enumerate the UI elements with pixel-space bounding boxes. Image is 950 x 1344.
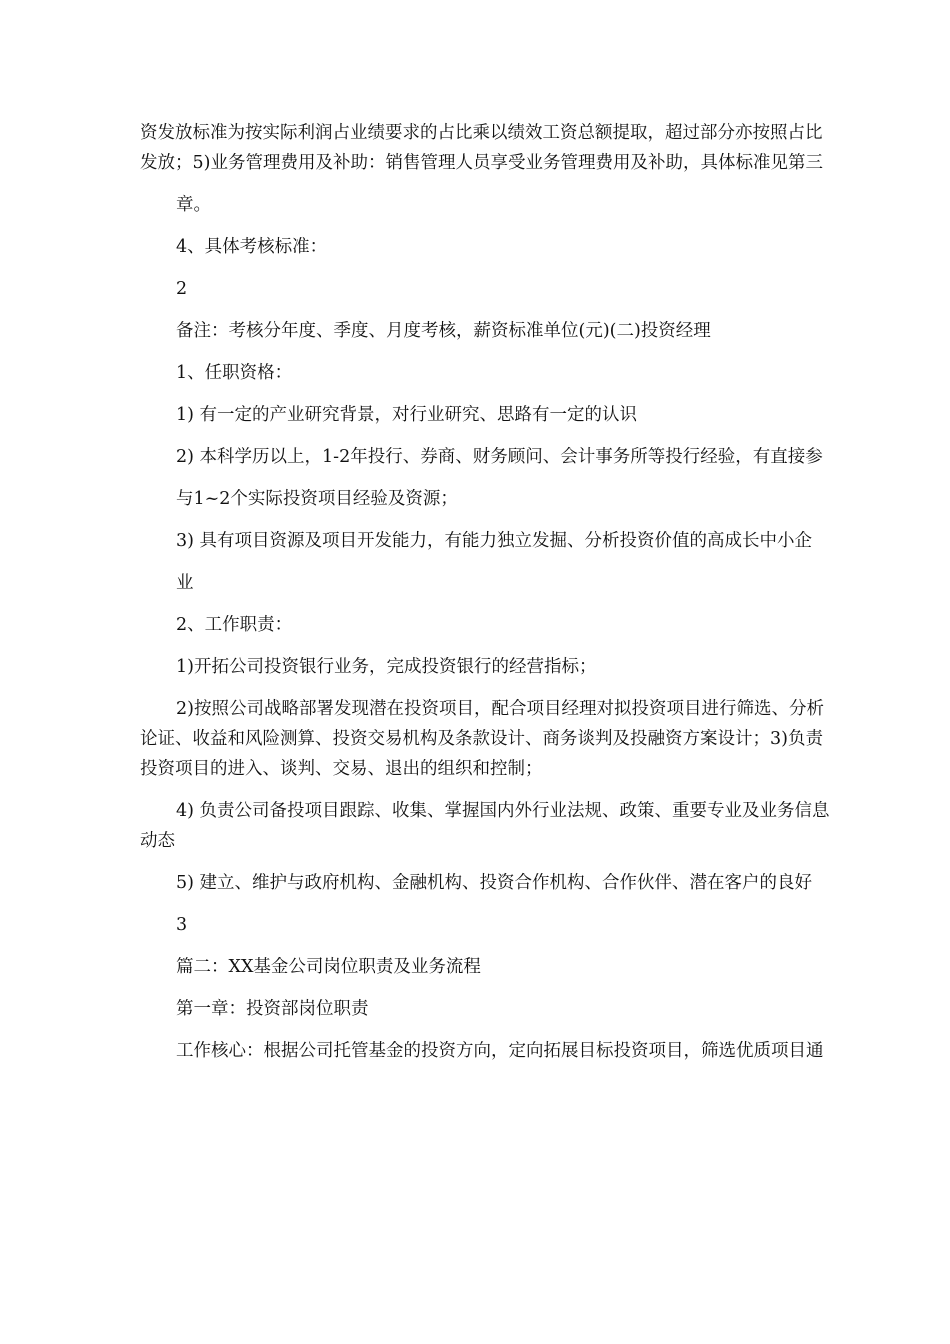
chapter-title: 第一章：投资部岗位职责 [176, 999, 369, 1019]
paragraph-qualification-2: 2) 本科学历以上，1-2年投行、券商、财务顾问、会计事务所等投行经验，有直接参 [176, 447, 823, 467]
paragraph-work-core: 工作核心：根据公司托管基金的投资方向，定向拓展目标投资项目，筛选优质项目通 [176, 1041, 824, 1061]
paragraph-qualification-heading: 1、任职资格： [176, 363, 293, 383]
page-number: 3 [176, 915, 188, 935]
paragraph-salary-standard: 资发放标准为按实际利润占业绩要求的占比乘以绩效工资总额提取，超过部分亦按照占比发放；5)业务管理费用及补助：销售管理人员享受业务管理费用及补助，具体标准见第三 [140, 123, 823, 173]
paragraph-duty-1: 1)开拓公司投资银行业务，完成投资银行的经营指标； [176, 657, 597, 677]
document-body [140, 118, 830, 1078]
paragraph-duties-heading: 2、工作职责： [176, 615, 293, 635]
paragraph-qualification-3-cont: 业 [176, 573, 194, 593]
paragraph-assessment-heading: 4、具体考核标准： [176, 237, 328, 257]
paragraph-qualification-3: 3) 具有项目资源及项目开发能力，有能力独立发掘、分析投资价值的高成长中小企 [176, 531, 813, 551]
paragraph-qualification-2-cont: 与1~2个实际投资项目经验及资源； [176, 489, 458, 509]
paragraph-remark: 备注：考核分年度、季度、月度考核，薪资标准单位(元)(二)投资经理 [176, 321, 711, 341]
paragraph-duty-5: 5) 建立、维护与政府机构、金融机构、投资合作机构、合作伙伴、潜在客户的良好 [176, 873, 813, 893]
paragraph-qualification-1: 1) 有一定的产业研究背景，对行业研究、思路有一定的认识 [176, 405, 638, 425]
paragraph-chapter-end: 章。 [176, 195, 211, 215]
paragraph-duty-2-3: 2)按照公司战略部署发现潜在投资项目，配合项目经理对拟投资项目进行筛选、分析论证、收益和风险测算、投资交易机构及条款设计、商务谈判及投融资方案设计；3)负责投资项目的进入、谈判、交易、退出的组织和控制； [140, 699, 824, 779]
page-number: 2 [176, 279, 188, 299]
section-title: 篇二：XX基金公司岗位职责及业务流程 [176, 957, 481, 977]
paragraph-duty-4: 4) 负责公司备投项目跟踪、收集、掌握国内外行业法规、政策、重要专业及业务信息动态 [140, 801, 830, 851]
